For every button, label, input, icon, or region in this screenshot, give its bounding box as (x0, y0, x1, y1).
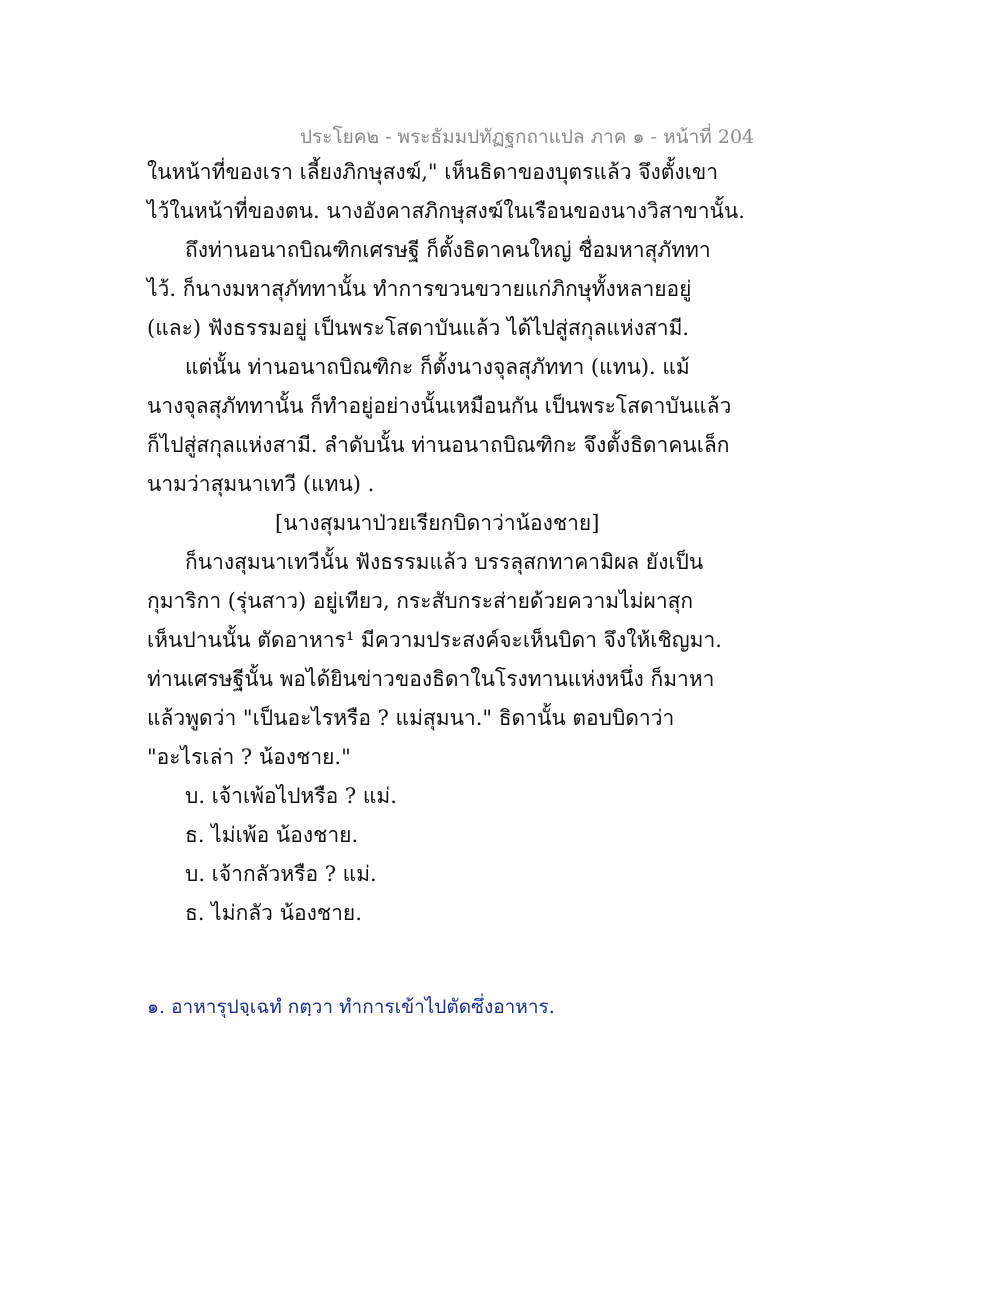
body-text (147, 153, 745, 933)
text-line: ไว้ในหน้าที่ของตน. นางอังคาสภิกษุสงฆ์ในเรือนของนางวิสาขานั้น. (147, 199, 745, 223)
paragraph-start-line: ถึงท่านอนาถบิณฑิกเศรษฐี ก็ตั้งธิดาคนใหญ่ ชื่อมหาสุภัททา (185, 238, 711, 262)
section-heading: [นางสุมนาป่วยเรียกบิดาว่าน้องชาย] (275, 511, 600, 535)
dialogue-line: ธ. ไม่กลัว น้องชาย. (185, 901, 362, 925)
text-line: (และ) ฟังธรรมอยู่ เป็นพระโสดาบันแล้ว ได้ไปสู่สกุลแห่งสามี. (147, 316, 690, 340)
text-line: แล้วพูดว่า "เป็นอะไรหรือ ? แม่สุมนา." ธิดานั้น ตอบบิดาว่า (147, 706, 675, 730)
footnote: ๑. อาหารุปจฺเฉทํ กตฺวา ทำการเข้าไปตัดซึ่งอาหาร. (147, 996, 555, 1018)
text-line: ก็ไปสู่สกุลแห่งสามี. ลำดับนั้น ท่านอนาถบิณฑิกะ จึงตั้งธิดาคนเล็ก (147, 433, 730, 457)
text-line: กุมาริกา (รุ่นสาว) อยู่เทียว, กระสับกระส่ายด้วยความไม่ผาสุก (147, 589, 694, 613)
dialogue-line: บ. เจ้ากลัวหรือ ? แม่. (185, 862, 377, 886)
text-line: ไว้. ก็นางมหาสุภัททานั้น ทำการขวนขวายแก่ภิกษุทั้งหลายอยู่ (147, 277, 692, 301)
running-header: ประโยค๒ - พระธัมมปทัฏฐกถาแปล ภาค ๑ - หน้าที่ 204 (300, 126, 755, 148)
text-line: ท่านเศรษฐีนั้น พอได้ยินข่าวของธิดาในโรงทานแห่งหนึ่ง ก็มาหา (147, 667, 715, 691)
dialogue-line: บ. เจ้าเพ้อไปหรือ ? แม่. (185, 784, 397, 808)
paragraph-start-line: ก็นางสุมนาเทวีนั้น ฟังธรรมแล้ว บรรลุสกทาคามิผล ยังเป็น (185, 550, 704, 574)
text-line: "อะไรเล่า ? น้องชาย." (147, 745, 351, 769)
text-line: นางจุลสุภัททานั้น ก็ทำอยู่อย่างนั้นเหมือนกัน เป็นพระโสดาบันแล้ว (147, 394, 732, 418)
text-line: เห็นปานนั้น ตัดอาหาร¹ มีความประสงค์จะเห็นบิดา จึงให้เชิญมา. (147, 628, 722, 652)
paragraph-start-line: แต่นั้น ท่านอนาถบิณฑิกะ ก็ตั้งนางจุลสุภัททา (แทน). แม้ (185, 355, 690, 379)
dialogue-line: ธ. ไม่เพ้อ น้องชาย. (185, 823, 359, 847)
text-line: นามว่าสุมนาเทวี (แทน) . (147, 472, 375, 496)
text-line: ในหน้าที่ของเรา เลี้ยงภิกษุสงฆ์," เห็นธิดาของบุตรแล้ว จึงตั้งเขา (147, 160, 718, 184)
